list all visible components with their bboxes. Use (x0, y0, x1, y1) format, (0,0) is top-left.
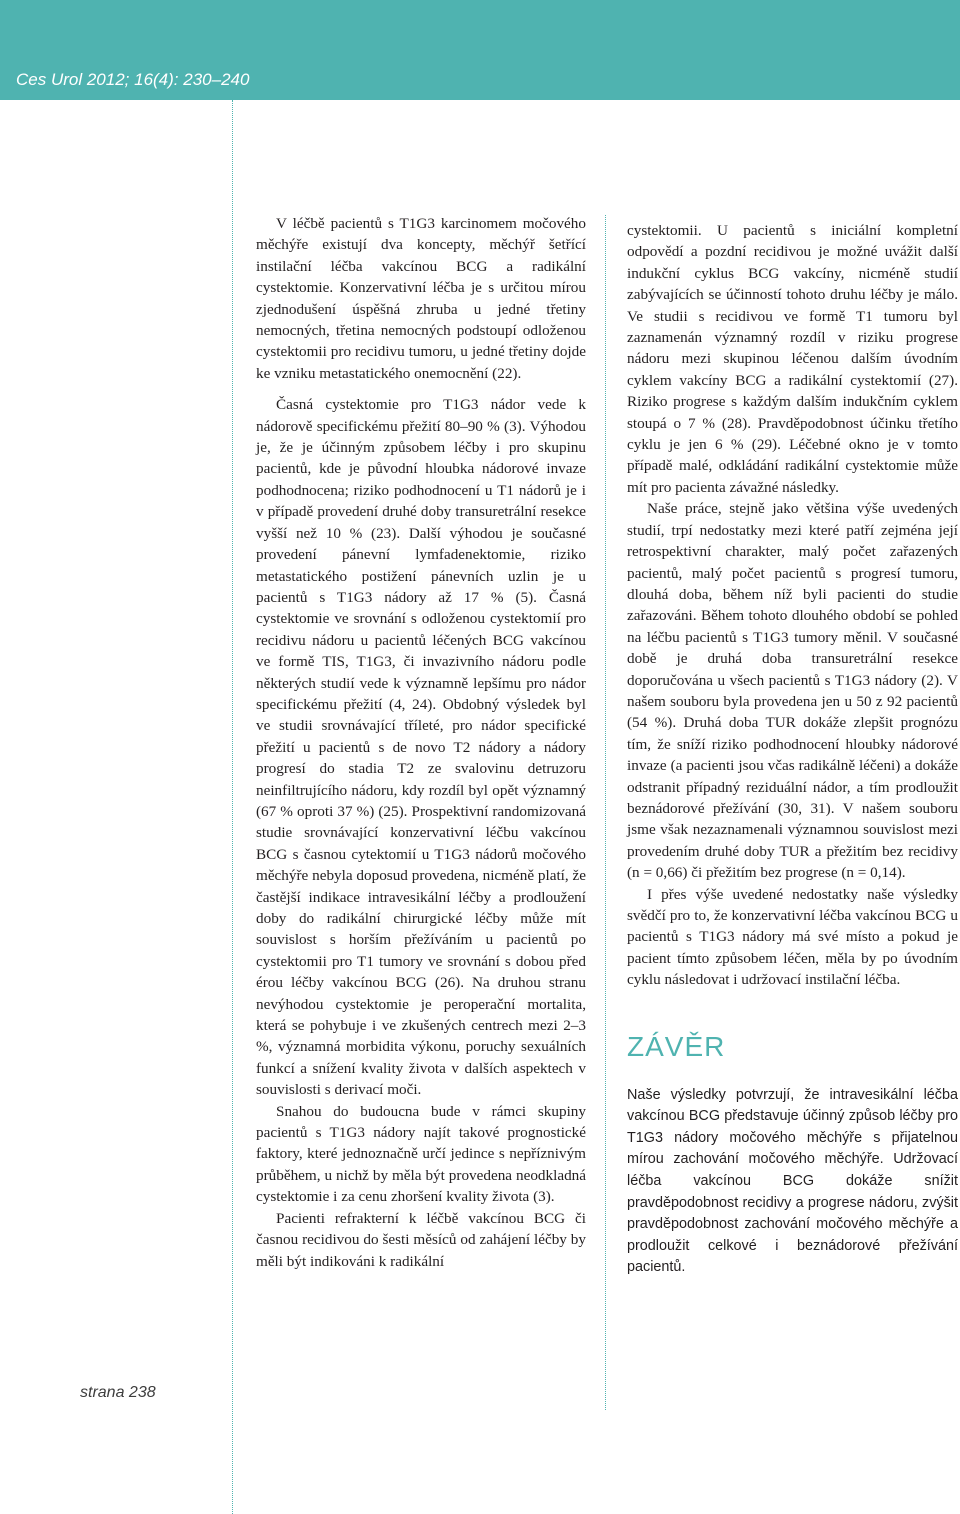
body-paragraph: Časná cystektomie pro T1G3 nádor vede k nádorově specifickému přežití 80–90 % (3). Výhodou je, že je účinným způsobem léčby i pro skupinu pacientů, kde je původní hloubka nádorové invaze podhodnocena; riziko podhodnocení u T1 nádorů je i v případě provedení druhé doby transuretrální resekce vyšší než 10 % (23). Další výhodou je současné provedení pánevní lymfadenektomie, riziko metastatického postižení pánevních uzlin je u pacientů s T1G3 nádory až 17 % (5). Časná cystektomie ve srovnání s odloženou cystektomií pro recidivu nádoru u pacientů léčených BCG vakcínou ve formě TIS, T1G3, či invazivního nádoru podle některých studií vede k významně lepšímu pro nádor specifickému přežití (4, 24). Obdobný výsledek byl ve studii srovnávající tříleté, pro nádor specifické přežití u pacientů s de novo T2 nádory a nádory progresí do stadia T2 ze svalovinu detruzoru neinfiltrujícího nádoru, kdy rozdíl byl opět významný (67 % oproti 37 %) (25). Prospektivní randomizovaná studie srovnávající konzervativní léčbu vakcínou BCG s časnou cytektomií u T1G3 nádorů močového měchýře nebyla doposud provedena, nicméně platí, že častější indikace intravesikální léčby a prodloužení doby do radikální chirurgické léčby může mít souvislost s horším přežíváním u pacientů po cystektomii pro T1 tumory ve srovnání s dobou před érou léčby vakcínou BCG (26). Na druhou stranu nevýhodou cystektomie je peroperační mortalita, která se pohybuje i ve zkušených centrech mezi 2–3 %, významná morbidita výkonu, poruchy sexuálních funkcí a snížení kvality života v dalších aspektech v souvislosti s derivací moči. (256, 396, 586, 1099)
body-paragraph: V léčbě pacientů s T1G3 karcinomem močového měchýře existují dva koncepty, měchýř šetřící instilační léčba vakcínou BCG a radikální cystektomie. Konzervativní léčba je s určitou mírou zjednodušení úspěšná zhruba u jedné třetiny nemocných, třetina nemocných podstoupí odloženou cystektomii pro recidivu tumoru, u jedné třetiny dojde ke vzniku metastatického onemocnění (22). (256, 215, 586, 382)
left-column (256, 213, 586, 1272)
section-heading-conclusion: ZÁVĚR (627, 1030, 726, 1062)
body-paragraph: Naše práce, stejně jako většina výše uvedených studií, trpí nedostatky mezi které patří zejména její retrospektivní charakter, malý počet zařazených pacientů, malý počet pacientů s progresí tumoru, dlouhá doba, během níž byli pacienti do studie zařazováni. Během tohoto dlouhého období se pohled na léčbu pacientů s T1G3 tumory měnil. V současné době je druhá doba transuretrální resekce doporučována u všech pacientů s T1G3 nádory (2). V našem souboru byla provedena jen u 50 z 92 pacientů (54 %). Druhá doba TUR dokáže zlepšit prognózu tím, že sníží riziko podhodnocení hloubky nádorové invaze (a pacienti jsou včas radikálně léčeni) a dokáže odstranit případný reziduální nádor, a tím prodloužit beznádorové přežívání (30, 31). V našem souboru jsme však nezaznamenali významnou souvislost mezi provedením druhé doby TUR a přežitím bez recidivy (n = 0,66) či přežitím bez progrese (n = 0,14). (627, 500, 958, 882)
journal-reference: Ces Urol 2012; 16(4): 230–240 (16, 70, 250, 89)
conclusion-paragraph: Naše výsledky potvrzují, že intravesikální léčba vakcínou BCG představuje účinný způsob léčby pro T1G3 nádory močového měchýře s přijatelnou mírou zachování močového měchýře. Udržovací léčba vakcínou BCG dokáže snížit pravděpodobnost recidivy a progrese nádoru, zvýšit pravděpodobnost zachování močového měchýře a prodloužit celkové i beznádorové přežívání pacientů. (627, 1086, 958, 1276)
body-paragraph: Snahou do budoucna bude v rámci skupiny pacientů s T1G3 nádory najít takové prognostické faktory, které jednoznačně určí jedince s nepříznivým průběhem, u nichž by měla být provedena neodkladná cystektomie i za cenu zhoršení kvality života (3). (256, 1102, 586, 1206)
body-paragraph: cystektomii. U pacientů s iniciální kompletní odpovědí a pozdní recidivou je možné uvážit další indukční cyklus BCG vakcíny, nicméně studií zabývajících se účinností tohoto druhu léčby je málo. Ve studii s recidivou ve formě T1 tumoru byl zaznamenán významný rozdíl v riziku progrese nádoru mezi skupinou léčenou dalším úvodním cyklem vakcíny BCG a radikální cystektomií (27). Riziko progrese s každým dalším indukčním cyklem stoupá o 7 % (28). Pravděpodobnost účinku třetího cyklu je jen 6 % (29). Léčebné okno je v tomto případě malé, odkládání radikální cystektomie může mít pro pacienta závažné následky. (627, 222, 958, 496)
margin-divider (232, 100, 233, 1514)
body-paragraph: I přes výše uvedené nedostatky naše výsledky svědčí pro to, že konzervativní léčba vakcínou BCG u pacientů s T1G3 nádory má své místo a pokud je pacient tímto způsobem léčen, měla by po úvodním cyklu následovat i udržovací instilační léčba. (627, 885, 958, 989)
body-paragraph: Pacienti refrakterní k léčbě vakcínou BCG či časnou recidivou do šesti měsíců od zahájení léčby by měli být indikováni k radikální (256, 1209, 586, 1270)
page-number: strana 238 (80, 1384, 156, 1401)
right-column (627, 220, 958, 1279)
column-divider (605, 215, 606, 1410)
